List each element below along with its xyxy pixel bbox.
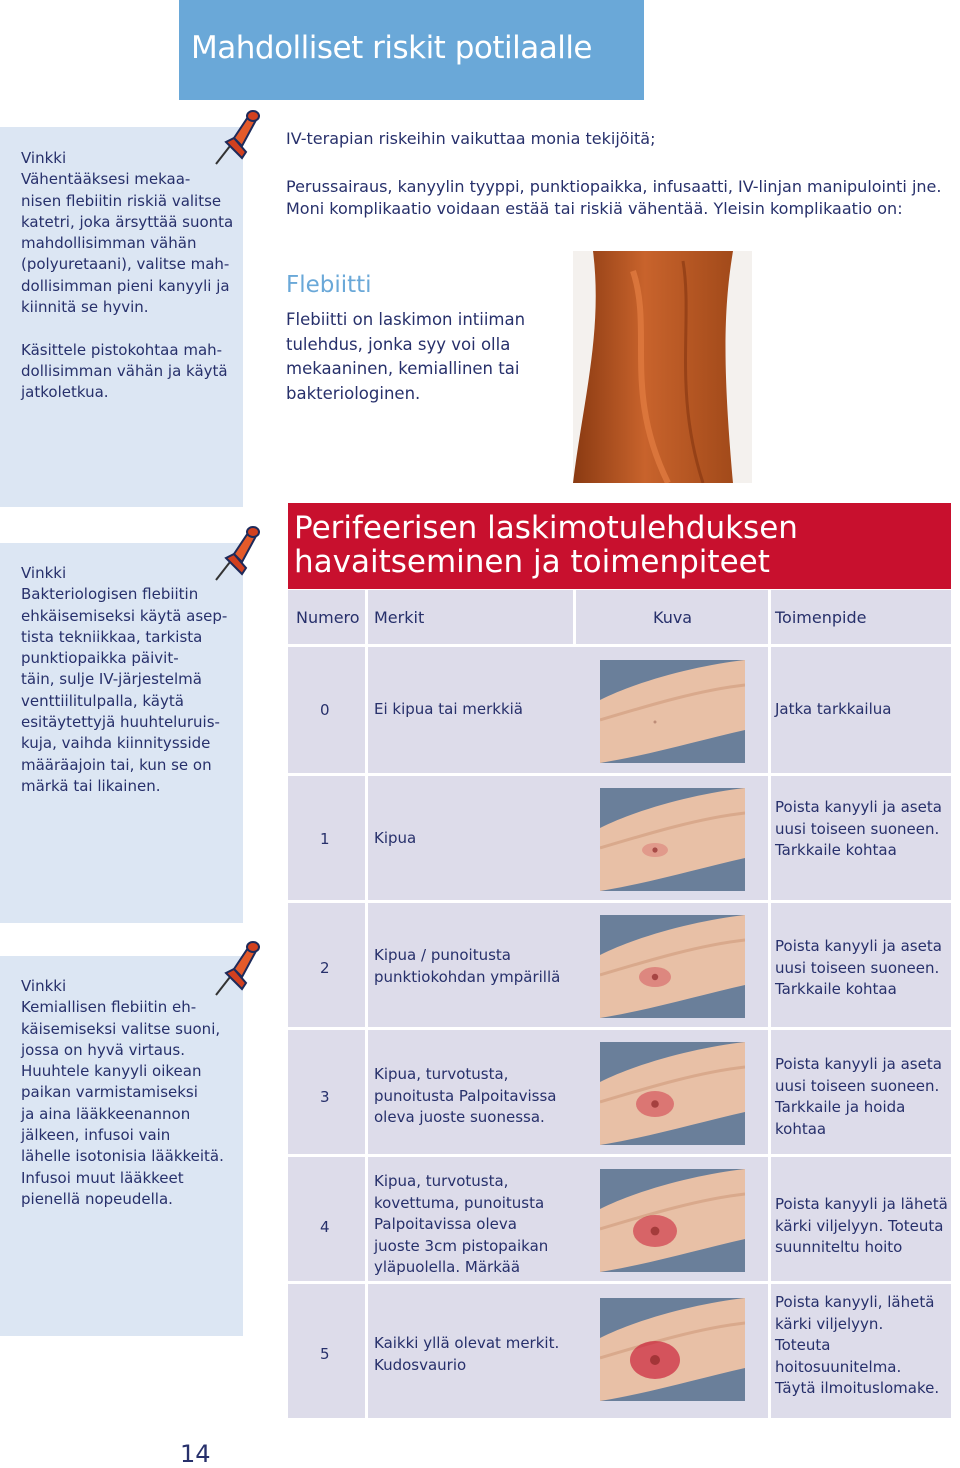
row-number: 3 xyxy=(320,1088,330,1106)
column-divider xyxy=(768,903,771,1027)
intro-body: Perussairaus, kanyylin tyyppi, punktiopaikka, infusaatti, IV-linjan manipulointi jne. Moni komplikaatio voidaan estää tai riskiä vähentää. Yleisin komplikaatio on: xyxy=(286,177,942,218)
header-merkit: Merkit xyxy=(374,608,425,627)
arm-photo-thumbnail xyxy=(600,660,745,763)
pushpin-icon xyxy=(212,937,260,999)
row-action: Poista kanyyli ja aseta uusi toiseen suoneen. Tarkkaile ja hoida kohtaa xyxy=(775,1055,942,1138)
arm-photo-thumbnail xyxy=(600,1042,745,1145)
phlebitis-arm-photo xyxy=(573,251,752,483)
row-number: 5 xyxy=(320,1345,330,1363)
row-signs: Kipua, turvotusta, kovettuma, punoitusta Palpoitavissa oleva juoste 3cm pistopaikan yläpuolella. Märkää xyxy=(374,1172,549,1276)
flebiitti-definition: Flebiitti on laskimon intiiman tulehdus, jonka syy voi olla mekaaninen, kemiallinen tai bakteriologinen. xyxy=(286,310,526,403)
tip-text: Vinkki Vähentääksesi mekaa- nisen flebiitin riskiä valitse katetri, joka ärsyttää suonta mahdollisimman vähän (polyuretaani), valitse mah- dollisimman pieni kanyyli ja kiinnitä se hyvin. Käsittele pistokohtaa mah- dollisimman vähän ja käytä jatkoletkua. xyxy=(21,149,234,402)
column-divider xyxy=(768,776,771,900)
arm-photo-thumbnail xyxy=(600,1298,745,1401)
row-action: Poista kanyyli ja lähetä kärki viljelyyn. Toteuta suunniteltu hoito xyxy=(775,1195,948,1256)
column-divider xyxy=(573,590,576,644)
section-banner xyxy=(288,503,951,589)
title-band xyxy=(179,0,644,100)
column-divider xyxy=(768,647,771,773)
table-row xyxy=(288,1157,951,1281)
row-signs: Kipua xyxy=(374,829,417,847)
column-divider xyxy=(365,590,368,644)
row-signs: Kaikki yllä olevat merkit. Kudosvaurio xyxy=(374,1334,560,1374)
table-row xyxy=(288,1284,951,1418)
thumb-puncture-site xyxy=(650,1355,660,1365)
arm-photo-thumbnail xyxy=(600,1169,745,1272)
column-divider xyxy=(768,1030,771,1154)
arm-photo-thumbnail xyxy=(600,788,745,891)
thumb-puncture-site xyxy=(652,974,658,980)
arm-photo-thumbnail xyxy=(600,915,745,1018)
row-number: 2 xyxy=(320,959,330,977)
thumb-puncture-site xyxy=(654,721,657,724)
flebiitti-heading: Flebiitti xyxy=(286,272,372,298)
column-divider xyxy=(768,590,771,644)
thumb-puncture-site xyxy=(651,1227,660,1236)
page-title: Mahdolliset riskit potilaalle xyxy=(191,30,593,66)
tip-text: Vinkki Bakteriologisen flebiitin ehkäisemiseksi käytä asep- tista tekniikkaa, tarkista punktiopaikka päivit- täin, sulje IV-järjestelmä venttiilitulpalla, käytä esitäytettyjä huuhteluruis- kuja, vaihda kiinnitysside määräajoin tai, kun se on märkä tai likainen. xyxy=(21,564,228,795)
column-divider xyxy=(365,1284,368,1418)
thumb-puncture-site xyxy=(651,1100,659,1108)
row-action: Jatka tarkkailua xyxy=(775,700,892,718)
row-action: Poista kanyyli, lähetä kärki viljelyyn. Toteuta hoitosuunitelma. Täytä ilmoituslomake. xyxy=(775,1293,940,1397)
row-number: 0 xyxy=(320,701,330,719)
header-numero: Numero xyxy=(296,608,360,627)
row-number: 1 xyxy=(320,830,330,848)
table-header-row xyxy=(288,590,951,644)
header-toimenpide: Toimenpide xyxy=(775,608,867,627)
column-divider xyxy=(365,903,368,1027)
intro-lead: IV-terapian riskeihin vaikuttaa monia tekijöitä; xyxy=(286,129,656,148)
table-row xyxy=(288,776,951,900)
table-row xyxy=(288,647,951,773)
banner-title: Perifeerisen laskimotulehduksen havaitseminen ja toimenpiteet xyxy=(294,510,798,580)
row-action: Poista kanyyli ja aseta uusi toiseen suoneen. Tarkkaile kohtaa xyxy=(775,798,942,859)
header-kuva: Kuva xyxy=(653,608,693,627)
tip-text: Vinkki Kemiallisen flebiitin eh- käisemiseksi valitse suoni, jossa on hyvä virtaus. Huuhtele kanyyli oikean paikan varmistamiseksi ja aina lääkkeenannon jälkeen, infusoi vain lähelle isotonisia lääkkeitä. Infusoi muut lääkkeet pienellä nopeudella. xyxy=(21,977,224,1208)
column-divider xyxy=(365,1157,368,1281)
thumb-puncture-site xyxy=(652,847,657,852)
column-divider xyxy=(365,647,368,773)
tip-box-bacterial xyxy=(0,543,243,923)
tip-box-mechanical xyxy=(0,127,243,507)
row-signs: Kipua, turvotusta, punoitusta Palpoitavissa oleva juoste suonessa. xyxy=(374,1065,557,1126)
column-divider xyxy=(768,1157,771,1281)
phlebitis-scale-table xyxy=(288,590,951,1418)
row-signs: Ei kipua tai merkkiä xyxy=(374,700,524,718)
column-divider xyxy=(365,1030,368,1154)
pushpin-icon xyxy=(212,106,260,168)
row-action: Poista kanyyli ja aseta uusi toiseen suoneen. Tarkkaile kohtaa xyxy=(775,937,942,998)
page-number: 14 xyxy=(180,1440,211,1468)
row-signs: Kipua / punoitusta punktiokohdan ympärillä xyxy=(374,946,561,986)
column-divider xyxy=(365,776,368,900)
column-divider xyxy=(768,1284,771,1418)
pushpin-icon xyxy=(212,522,260,584)
table-row xyxy=(288,903,951,1027)
tip-box-chemical xyxy=(0,956,243,1336)
table-row xyxy=(288,1030,951,1154)
row-number: 4 xyxy=(320,1218,330,1236)
